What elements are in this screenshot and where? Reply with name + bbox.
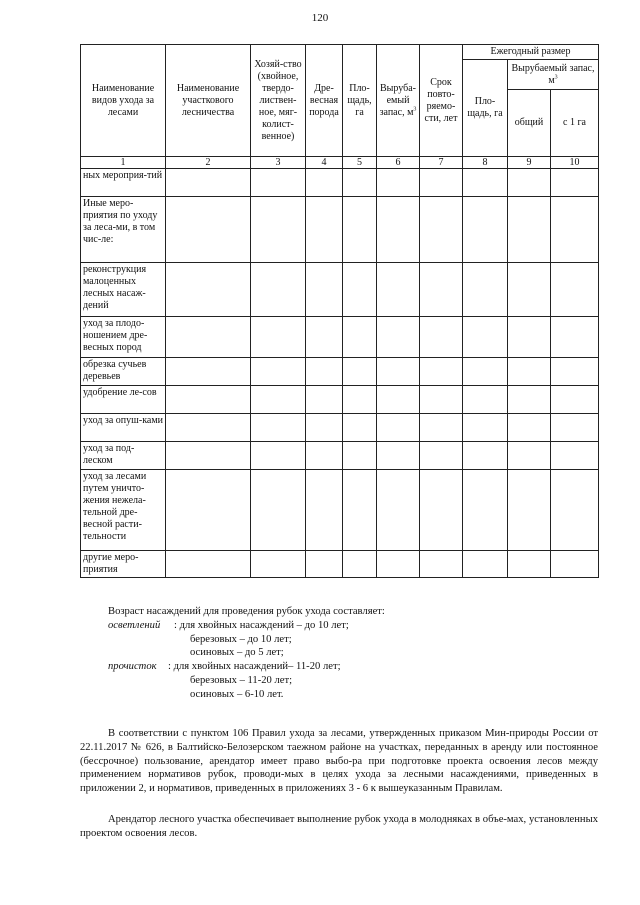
header-economy: Хозяй-ство (хвойное, твердо-листвен-ное, мяг-колист-венное) <box>251 45 306 157</box>
table-row <box>81 551 599 578</box>
column-number: 9 <box>508 157 551 169</box>
cleaning-conifer: : для хвойных насаждений – до 10 лет; <box>174 619 349 631</box>
column-number: 1 <box>81 157 166 169</box>
column-number: 10 <box>551 157 599 169</box>
cleaning-label: осветлений <box>108 619 161 631</box>
paragraph-tenant: Арендатор лесного участка обеспечивает выполнение рубок ухода в молодняках в объе-мах, установленных проектом освоения лесов. <box>80 814 598 839</box>
page-number: 120 <box>311 12 329 24</box>
row-label: уход за опуш-ками <box>81 414 166 442</box>
table-row <box>81 442 599 470</box>
table-row <box>81 263 599 317</box>
header-annual-volume-text: Вырубаемый запас, м <box>511 62 595 86</box>
forest-care-table <box>80 44 599 578</box>
row-label: удобрение ле-сов <box>81 386 166 414</box>
column-number: 8 <box>463 157 508 169</box>
paragraph-rules: В соответствии с пунктом 106 Правил ухода за лесами, утвержденных приказом Мин-природы России от 22.11.2017 № 626, в Балтийско-Белозерском таежном районе на участках, переданных в аренду или постоянное (бессрочное) пользование, арендатор имеет право выбо-ра при подготовке проекта освоения лесов между применением нормативов рубок, проводи-мых в целях ухода за лесными насаждениями, приведенных в приложении 2, и нормативов, приведенных в приложениях 3 - 6 к вышеуказанным Правилам. <box>80 728 598 795</box>
row-label: обрезка сучьев деревьев <box>81 358 166 386</box>
header-forestry: Наименование участкового лесничества <box>166 45 251 157</box>
row-label: ных мероприя-тий <box>81 169 166 197</box>
column-number: 5 <box>343 157 377 169</box>
header-annual-size: Ежегодный размер <box>463 45 599 60</box>
table-row <box>81 358 599 386</box>
header-annual-volume-sup: 3 <box>554 74 558 81</box>
column-number: 7 <box>420 157 463 169</box>
row-label: реконструкция малоценных лесных насаж-дений <box>81 263 166 317</box>
table-row <box>81 470 599 551</box>
row-label: Иные меро-приятия по уходу за леса-ми, в том чис-ле: <box>81 197 166 263</box>
header-repeat-period: Срок повто-ряемо-сти, лет <box>420 45 463 157</box>
table-row <box>81 414 599 442</box>
row-label: уход за под-леском <box>81 442 166 470</box>
header-area: Пло-щадь, га <box>343 45 377 157</box>
header-volume-total: общий <box>508 90 551 157</box>
thinning-birch: березовых – 11-20 лет; <box>190 674 293 686</box>
table-row <box>81 197 599 263</box>
table-row <box>81 317 599 358</box>
header-care-type: Наименование видов ухода за лесами <box>81 45 166 157</box>
column-number: 3 <box>251 157 306 169</box>
column-number: 4 <box>306 157 343 169</box>
header-harvest-volume <box>377 45 420 157</box>
column-number: 6 <box>377 157 420 169</box>
row-label: другие меро-приятия <box>81 551 166 578</box>
thinning-conifer: : для хвойных насаждений– 11-20 лет; <box>168 661 341 673</box>
table-row <box>81 169 599 197</box>
header-harvest-volume-sup: 3 <box>413 106 417 113</box>
row-label: уход за лесами путем уничто-жения нежела-тельной дре-весной расти-тельности <box>81 470 166 551</box>
table-row <box>81 386 599 414</box>
cleaning-birch: березовых – до 10 лет; <box>190 633 292 645</box>
header-annual-volume <box>508 60 599 90</box>
thinning-aspen: осиновых – 6-10 лет. <box>190 688 284 700</box>
header-harvest-volume-text: Выруба-емый запас, м <box>379 82 416 118</box>
age-info-block <box>80 605 598 702</box>
column-number: 2 <box>166 157 251 169</box>
thinning-label: прочисток <box>108 661 157 673</box>
age-intro: Возраст насаждений для проведения рубок ухода составляет: <box>108 606 385 617</box>
cleaning-aspen: осиновых – до 5 лет; <box>190 647 284 659</box>
header-species: Дре-весная порода <box>306 45 343 157</box>
header-annual-area: Пло-щадь, га <box>463 60 508 157</box>
column-numbers-row <box>81 157 599 169</box>
header-volume-per-ha: с 1 га <box>551 90 599 157</box>
row-label: уход за плодо-ношением дре-весных пород <box>81 317 166 358</box>
